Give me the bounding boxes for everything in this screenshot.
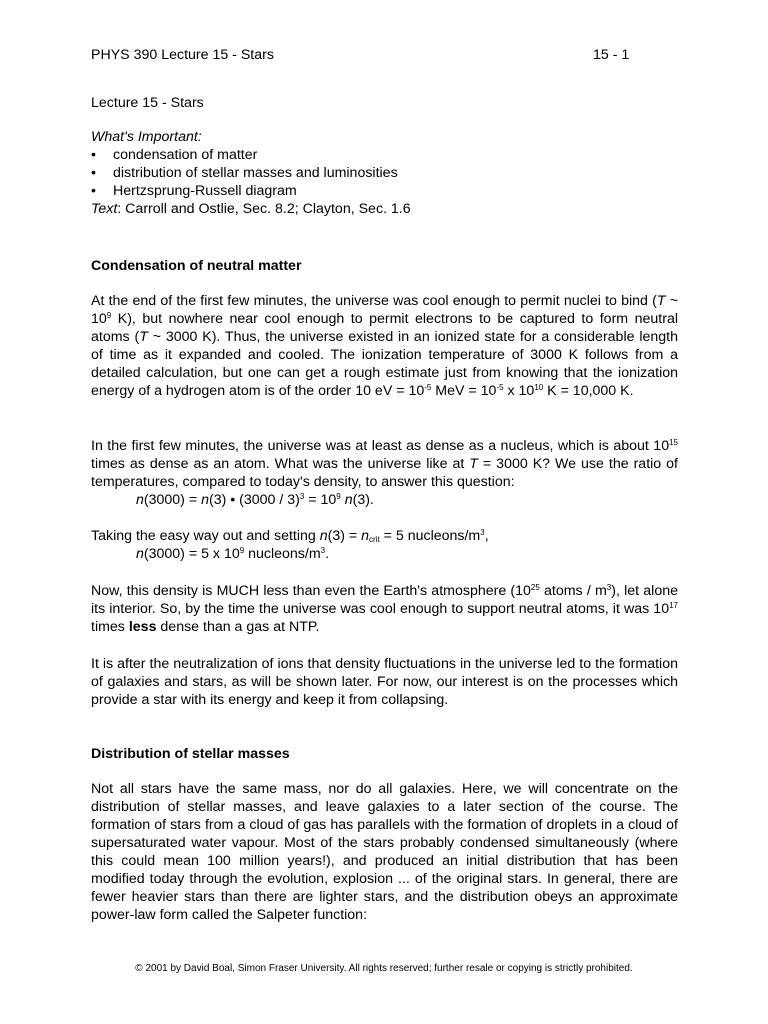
list-item: • distribution of stellar masses and luminosities — [91, 165, 398, 181]
equation-density-ratio: n(3000) = n(3) • $(3000 / 3)^3 = 10^9$ n(3). — [136, 492, 374, 508]
running-header-title: PHYS 390 Lecture 15 - Stars — [91, 47, 274, 63]
whats-important-block — [91, 128, 678, 218]
equation-density-3000: n(3000) = 5 x $10^9$ nucleons/$m^3$. — [136, 546, 330, 562]
page-number: 15 - 1 — [593, 47, 630, 63]
section-heading-stellar-masses: Distribution of stellar masses — [91, 746, 290, 762]
lecture-title: Lecture 15 - Stars — [91, 95, 204, 111]
paragraph: In the first few minutes, the universe was at least as dense as a nucleus, which is about $10^{15}$ times as dense as an atom. What was the universe like at T = 3000 K? We use the ratio of temperatures, compared to today's density, to answer this question: — [91, 438, 678, 490]
paragraph: Taking the easy way out and setting $n(3) = n_{crit} = 5$ nucleons/$m^3$, — [91, 528, 489, 544]
whats-important-label: What's Important: — [91, 129, 202, 145]
bullet-icon: • — [91, 147, 96, 163]
bullet-icon: • — [91, 183, 96, 199]
paragraph: It is after the neutralization of ions that density fluctuations in the universe led to the formation of galaxies and stars, as will be shown later. For now, our interest is on the processes which provide a star with its energy and keep it from collapsing. — [91, 656, 678, 708]
list-item: • Hertzsprung-Russell diagram — [91, 183, 297, 199]
section-heading-condensation: Condensation of neutral matter — [91, 258, 302, 274]
bullet-icon: • — [91, 165, 96, 181]
paragraph: At the end of the first few minutes, the universe was cool enough to permit nuclei to bind (T ~ $10^9$ K), but nowhere near cool enough to permit electrons to be captured to form neutral atoms (T ~ 3000 K). Thus, the universe existed in an ionized state for a considerable length of time as it expanded and cooled. The ionization temperature of 3000 K follows from a detailed calculation, but one can get a rough estimate just from knowing that the ionization energy of a hydrogen atom is of the order 10 eV = $10^{-5}$ MeV = $10^{-5}$ x $10^{10}$ K = 10,000 K. — [91, 293, 678, 399]
list-item: • condensation of matter — [91, 147, 258, 163]
paragraph: Now, this density is MUCH less than even the Earth's atmosphere ($10^{25}$ atoms / $m^3$), let alone its interior. So, by the time the universe was cool enough to support neutral atoms, it was $10^{17}$ times less dense than a gas at NTP. — [91, 583, 678, 635]
copyright-footer: © 2001 by David Boal, Simon Fraser University. All rights reserved; further resale or copying is strictly prohibited. — [135, 963, 633, 974]
paragraph: Not all stars have the same mass, nor do all galaxies. Here, we will concentrate on the distribution of stellar masses, and leave galaxies to a later section of the course. The formation of stars from a cloud of gas has parallels with the formation of droplets in a cloud of supersaturated water vapour. Most of the stars probably condensed simultaneously (where this could mean 100 million years!), and produced an initial distribution that has been modified today through the evolution, explosion ... of the original stars. In general, there are fewer heavier stars than there are lighter stars, and the distribution obeys an approximate power-law form called the Salpeter function: — [91, 781, 678, 923]
text-reference: Text: Carroll and Ostlie, Sec. 8.2; Clayton, Sec. 1.6 — [91, 201, 411, 217]
